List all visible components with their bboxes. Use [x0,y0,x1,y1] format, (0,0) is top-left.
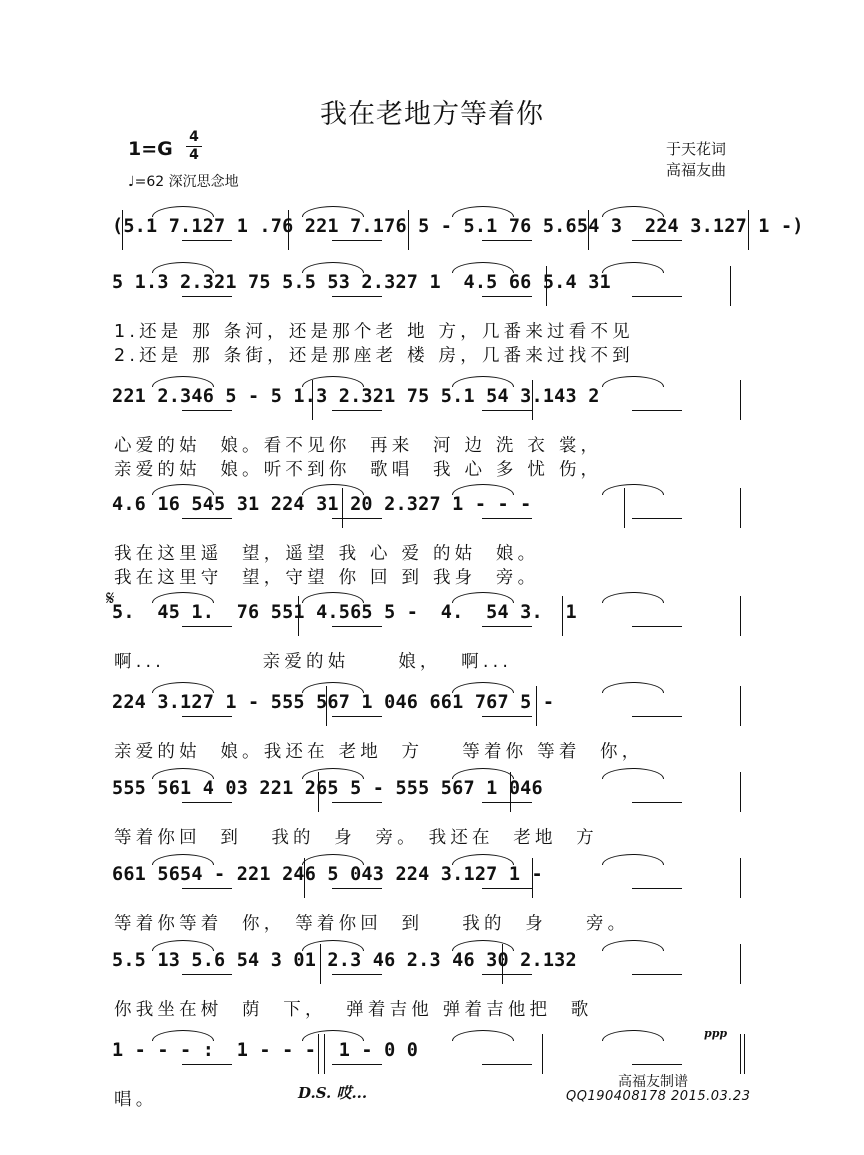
beam-underline [332,626,382,627]
notation-line: 221 2.346 5 - 5 1.3 2.321 75 5.1 54 3.143 2 [112,386,600,407]
slur [302,376,364,387]
slur [602,484,664,495]
slur [152,484,214,495]
beam-underline [482,518,532,519]
beam-underline [182,888,232,889]
score-row [112,266,752,310]
slur [452,262,514,273]
barline [588,210,589,250]
barline [748,210,749,250]
score-row [112,488,752,532]
lyric-line: 2.还是 那 条街，还是那座老 楼 房，几番来过找不到 [114,346,634,366]
barline [562,596,563,636]
slur [152,854,214,865]
barline [740,1034,741,1074]
slur [452,940,514,951]
slur [302,854,364,865]
beam-underline [632,888,682,889]
slur [602,768,664,779]
barline [740,596,741,636]
composer-credit: 高福友曲 [666,161,727,179]
slur [602,682,664,693]
barline [532,380,533,420]
slur [602,262,664,273]
score-row [112,686,752,730]
barline [542,1034,543,1074]
beam-underline [332,240,382,241]
beam-underline [632,716,682,717]
beam-underline [482,240,532,241]
slur [302,484,364,495]
barline [546,266,547,306]
beam-underline [182,802,232,803]
slur [602,592,664,603]
score-row [112,772,752,816]
slur [452,206,514,217]
slur [152,262,214,273]
segno-sign: 𝄋 [106,586,115,610]
key-signature: 1=G [128,138,173,160]
time-signature [186,130,202,163]
slur [302,940,364,951]
beam-underline [482,802,532,803]
score-row [112,210,804,254]
barline [740,380,741,420]
slur [302,592,364,603]
barline [408,210,409,250]
beam-underline [182,1064,232,1065]
lyric-line: 等着你等着 你， 等着你回 到 我的 身 旁。 [114,914,630,934]
beam-underline [632,410,682,411]
beam-underline [632,518,682,519]
beam-underline [482,296,532,297]
barline [740,858,741,898]
slur [152,768,214,779]
beam-underline [482,974,532,975]
meter-top: 4 [189,129,199,145]
lyric-line: 亲爱的姑 娘。听不到你 歌唱 我 心 多 忧 伤， [114,460,603,480]
score-row [112,944,752,988]
barline [744,1034,745,1074]
notation-line: 661 5654 - 221 246 5 043 224 3.127 1 - [112,864,543,885]
notation-line: 4.6 16 545 31 224 31 20 2.327 1 - - - [112,494,532,515]
lyric-line: 我在这里守 望，守望 你 回 到 我身 旁。 [114,568,540,588]
barline [288,210,289,250]
lyric-line: 心爱的姑 娘。看不见你 再来 河 边 洗 衣 裳， [114,436,603,456]
slur [302,262,364,273]
beam-underline [182,974,232,975]
slur [452,376,514,387]
slur [302,768,364,779]
beam-underline [632,296,682,297]
beam-underline [482,716,532,717]
slur [302,206,364,217]
slur [602,1030,664,1041]
notation-line: 5. 45 1. 76 551 4.565 5 - 4. 54 3. 1 [112,602,577,623]
lyric-line: 1.还是 那 条河，还是那个老 地 方，几番来过看不见 [114,322,634,342]
slur [452,768,514,779]
slur [452,592,514,603]
slur [602,376,664,387]
slur [452,484,514,495]
beam-underline [332,518,382,519]
contact-date-stamp: QQ190408178 2015.03.23 [566,1089,751,1104]
beam-underline [332,802,382,803]
notation-line: 5.5 13 5.6 54 3 01 2.3 46 2.3 46 30 2.132 [112,950,577,971]
page-title: 我在老地方等着你 [320,99,544,130]
meter-bottom: 4 [189,147,199,163]
beam-underline [332,296,382,297]
beam-underline [182,518,232,519]
notation-line: 1 - - - : 1 - - - 1 - 0 0 [112,1040,419,1061]
slur [602,940,664,951]
beam-underline [482,888,532,889]
barline [298,596,299,636]
lyric-line: 啊... 亲爱的姑 娘， 啊... [114,652,513,672]
score-row [112,596,752,640]
slur [452,854,514,865]
barline [122,210,123,250]
beam-underline [632,240,682,241]
slur [452,682,514,693]
barline [730,266,731,306]
transcriber-signature: 高福友制谱 [618,1074,688,1090]
dynamics-marking: ppp [704,1027,728,1040]
beam-underline [632,1064,682,1065]
beam-underline [182,716,232,717]
lyric-line: 亲爱的姑 娘。我还在 老地 方 等着你 等着 你， [114,742,644,762]
slur [452,1030,514,1041]
notation-line: 555 561 4 03 221 265 5 - 555 567 1 046 [112,778,543,799]
score-row [112,858,752,902]
notation-line: (5.1 7.127 1 .76 221 7.176 5 - 5.1 76 5.654 3 224 3.127 1 -) [112,216,804,237]
notation-line: 5 1.3 2.321 75 5.5 53 2.327 1 4.5 66 5.4 31 [112,272,611,293]
beam-underline [632,802,682,803]
slur [152,940,214,951]
lyric-line: 唱。 [114,1090,158,1110]
beam-underline [182,626,232,627]
beam-underline [482,626,532,627]
beam-underline [482,1064,532,1065]
slur [602,206,664,217]
lyricist-credit: 于天花词 [666,140,727,158]
beam-underline [632,974,682,975]
beam-underline [332,1064,382,1065]
ds-marking: D.S. 哎... [298,1084,368,1102]
barline [740,772,741,812]
slur [152,1030,214,1041]
barline [532,858,533,898]
score-row [112,380,752,424]
beam-underline [182,410,232,411]
barline [740,488,741,528]
barline [536,686,537,726]
slur [152,592,214,603]
lyric-line: 等着你回 到 我的 身 旁。 我还在 老地 方 [114,828,598,848]
barline [740,944,741,984]
barline [740,686,741,726]
beam-underline [332,716,382,717]
slur [302,682,364,693]
notation-line: 224 3.127 1 - 555 567 1 046 661 767 5 - [112,692,555,713]
slur [152,376,214,387]
slur [602,854,664,865]
slur [152,206,214,217]
lyric-line: 我在这里遥 望，遥望 我 心 爱 的姑 娘。 [114,544,540,564]
beam-underline [632,626,682,627]
slur [152,682,214,693]
beam-underline [182,296,232,297]
beam-underline [482,410,532,411]
tempo-marking: ♩=62 深沉思念地 [128,174,239,190]
beam-underline [332,974,382,975]
beam-underline [332,888,382,889]
slur [302,1030,364,1041]
beam-underline [182,240,232,241]
lyric-line: 你我坐在树 荫 下， 弹着吉他 弹着吉他把 歌 [114,1000,593,1020]
beam-underline [332,410,382,411]
